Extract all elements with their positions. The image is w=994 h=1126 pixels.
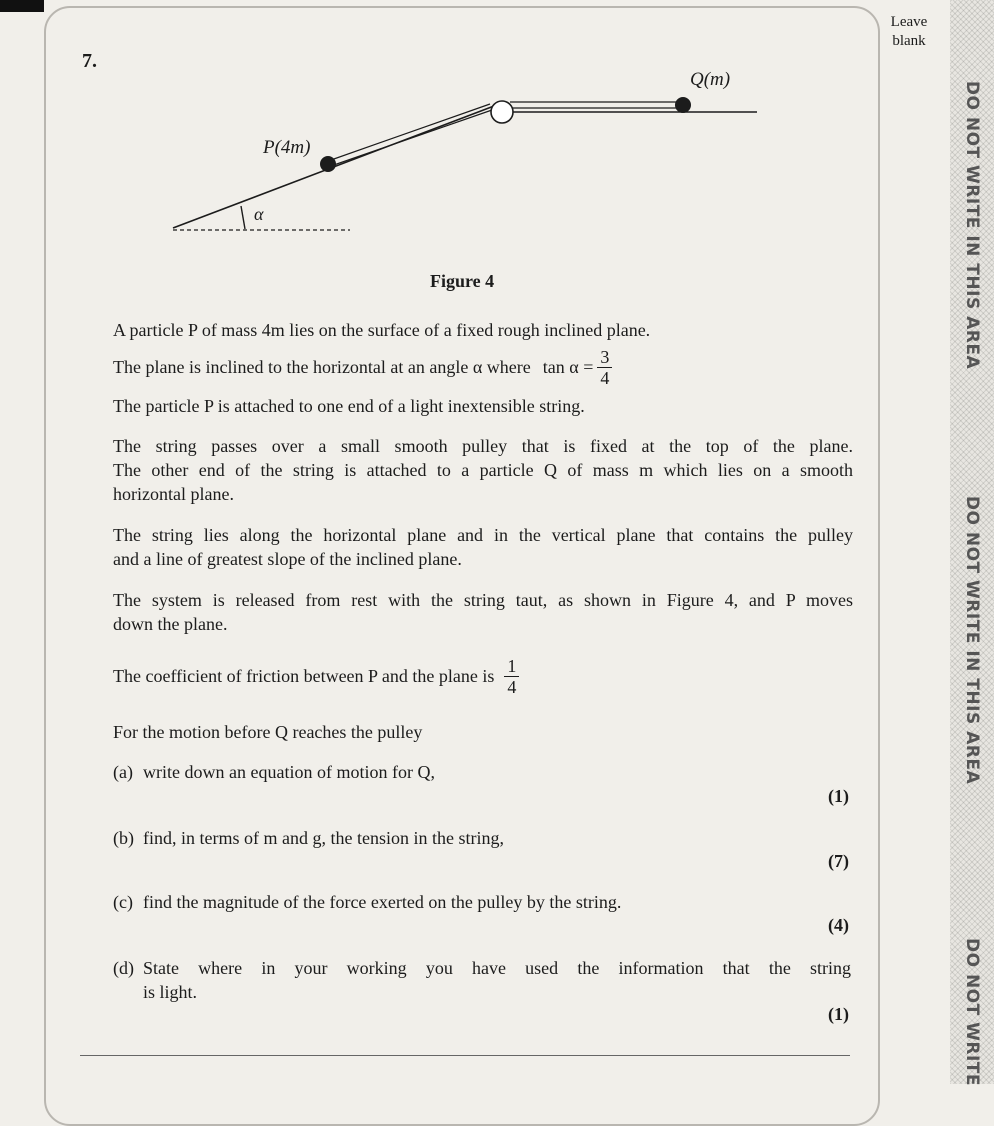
margin-warning-2: DO NOT WRITE IN THIS AREA	[962, 495, 982, 785]
tan-alpha-expression: tan α =	[542, 357, 594, 377]
part-c-marks: (4)	[828, 915, 849, 935]
paragraph-4-line-2: The other end of the string is attached to a particle Q of mass m which lies on a smooth	[113, 460, 853, 480]
answer-line	[80, 1055, 850, 1056]
paragraph-7	[113, 653, 853, 699]
paragraph-6-line-2: down the plane.	[113, 614, 228, 634]
part-d	[113, 956, 853, 980]
paragraph-7-text: The coefficient of friction between P and the plane is	[113, 666, 495, 686]
paragraph-5-line-2: and a line of greatest slope of the inclined plane.	[113, 549, 462, 569]
paragraph-4-line-3: horizontal plane.	[113, 484, 234, 504]
paragraph-6-line-1: The system is released from rest with the string taut, as shown in Figure 4, and P moves	[113, 590, 853, 610]
tan-alpha-denominator: 4	[600, 367, 610, 388]
particle-P	[320, 156, 336, 172]
blank-label: blank	[892, 33, 926, 49]
part-c-text: find the magnitude of the force exerted on the pulley by the string.	[143, 892, 622, 912]
string-incline-upper	[331, 104, 490, 160]
label-Q: Q(m)	[690, 69, 731, 90]
leave-label: Leave	[890, 14, 928, 30]
paragraph-2-text: The plane is inclined to the horizontal at an angle α where	[113, 357, 531, 377]
part-d-label: (d)	[113, 958, 134, 978]
friction-denominator: 4	[507, 676, 517, 697]
part-c	[113, 890, 621, 914]
tan-alpha-numerator: 3	[597, 347, 612, 368]
part-c-label: (c)	[113, 892, 133, 912]
string-incline-lower	[331, 110, 492, 166]
tan-alpha-fraction	[597, 347, 612, 388]
friction-coefficient-fraction	[504, 656, 519, 697]
part-d-text-line-2: is light.	[143, 982, 198, 1002]
particle-Q	[675, 97, 691, 113]
figure-caption: Figure 4	[430, 271, 495, 291]
part-d-marks: (1)	[828, 1004, 849, 1024]
margin-warning-3: DO NOT WRITE	[962, 937, 982, 1087]
paragraph-1: A particle P of mass 4m lies on the surface of a fixed rough inclined plane.	[113, 320, 651, 340]
paragraph-8: For the motion before Q reaches the pulley	[113, 722, 423, 742]
part-b-marks: (7)	[828, 851, 849, 871]
part-d-text-line-1: State where in your working you have used the information that the string	[143, 958, 851, 978]
figure-4-diagram	[0, 0, 994, 300]
part-b	[113, 826, 504, 850]
part-a-text: write down an equation of motion for Q,	[143, 762, 435, 782]
paragraph-2	[113, 344, 853, 390]
part-b-label: (b)	[113, 828, 134, 848]
part-a-label: (a)	[113, 762, 133, 782]
question-number: 7.	[82, 50, 97, 72]
part-a-marks: (1)	[828, 786, 849, 806]
label-P: P(4m)	[263, 137, 311, 158]
part-a	[113, 760, 435, 784]
part-b-text: find, in terms of m and g, the tension in the string,	[143, 828, 504, 848]
friction-numerator: 1	[504, 656, 519, 677]
label-alpha: α	[254, 204, 264, 224]
paragraph-4-line-1: The string passes over a small smooth pulley that is fixed at the top of the plane.	[113, 436, 853, 456]
margin-warning-1: DO NOT WRITE IN THIS AREA	[962, 80, 982, 370]
paragraph-5-line-1: The string lies along the horizontal plane and in the vertical plane that contains the pulley	[113, 525, 853, 545]
angle-arc	[241, 206, 245, 229]
paragraph-3: The particle P is attached to one end of a light inextensible string.	[113, 396, 585, 416]
pulley	[491, 101, 513, 123]
